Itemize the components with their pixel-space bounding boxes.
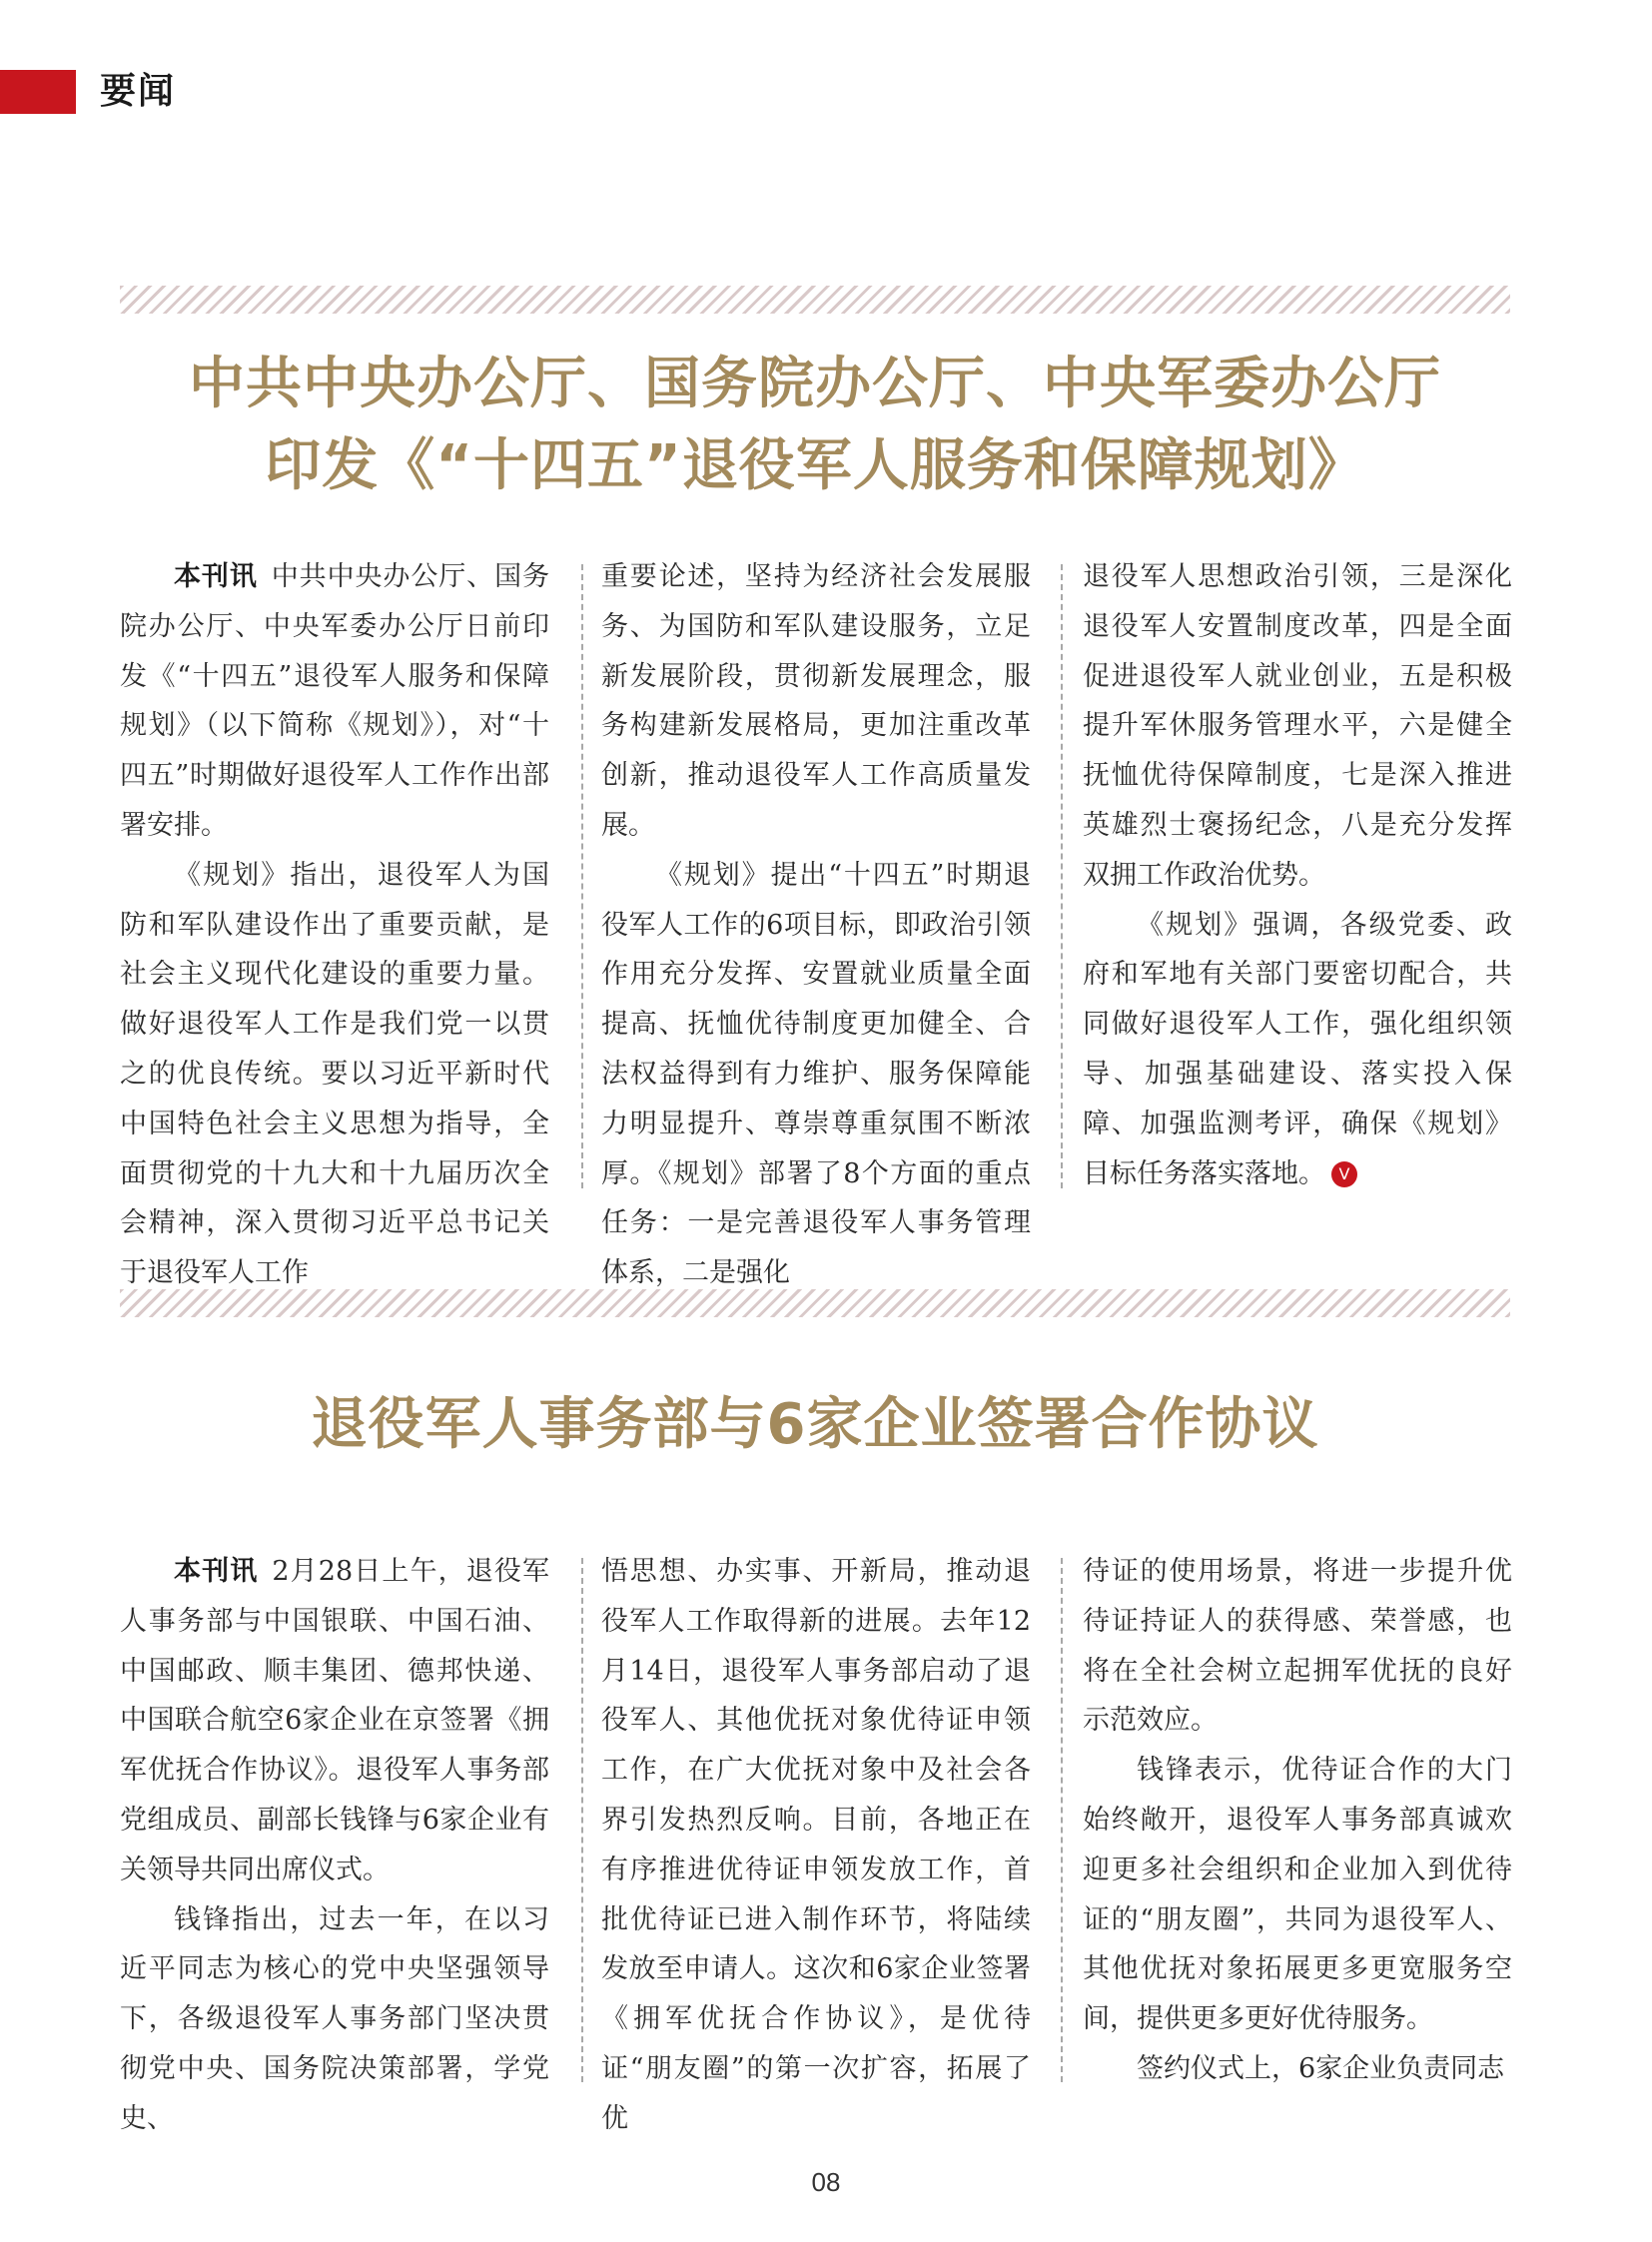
article1-column-1	[120, 552, 549, 1298]
article2-title: 退役军人事务部与6家企业签署合作协议	[311, 1392, 1319, 1457]
article2-paragraph: 钱锋指出，过去一年，在以习近平同志为核心的党中央坚强领导下，各级退役军人事务部门坚决贯彻党中央、国务院决策部署，学党史、	[120, 1903, 549, 2134]
page-number: 08	[811, 2167, 841, 2197]
article1-paragraph-text: 《规划》强调，各级党委、政府和军地有关部门要密切配合，共同做好退役军人工作，强化组织领导、加强基础建设、落实投入保障、加强监测考评，确保《规划》目标任务落实落地。	[1083, 909, 1512, 1189]
article2-paragraph: 悟思想、办实事、开新局，推动退役军人工作取得新的进展。去年12月14日，退役军人事务部启动了退役军人、其他优抚对象优待证申领工作，在广大优抚对象中及社会各界引发热烈反响。目前，各地正在有序推进优待证申领发放工作，首批优待证已进入制作环节，将陆续发放至申请人。这次和6家企业签署《拥军优抚合作协议》，是优待证“朋友圈”的第一次扩容，拓展了优	[601, 1556, 1031, 2134]
article1-paragraph: 重要论述，坚持为经济社会发展服务、为国防和军队建设服务，立足新发展阶段，贯彻新发展理念，服务构建新发展格局，更加注重改革创新，推动退役军人工作高质量发展。	[601, 561, 1031, 841]
hatch-divider-top	[120, 286, 1510, 314]
article2-paragraph	[120, 1547, 549, 1895]
article2-column-1	[120, 1547, 549, 2144]
article2-column-3	[1083, 1547, 1512, 2094]
article1-paragraph: 退役军人思想政治引领，三是深化退役军人安置制度改革，四是全面促进退役军人就业创业，五是积极提升军休服务管理水平，六是健全抚恤优待保障制度，七是深入推进英雄烈士褒扬纪念，八是充分发挥双拥工作政治优势。	[1083, 561, 1512, 891]
article2-paragraph: 钱锋表示，优待证合作的大门始终敞开，退役军人事务部真诚欢迎更多社会组织和企业加入到优待证的“朋友圈”，共同为退役军人、其他优抚对象拓展更多更宽服务空间，提供更多更好优待服务。	[1083, 1755, 1512, 2035]
article1-column-2	[601, 552, 1031, 1298]
article1-paragraph	[1083, 901, 1512, 1199]
column-rule	[1061, 1558, 1063, 2082]
article2-lead: 本刊讯	[174, 1556, 259, 1587]
article1-title-line2: 印发《“十四五”退役军人服务和保障规划》	[265, 433, 1365, 498]
section-label: 要闻	[100, 71, 177, 112]
section-color-bar	[0, 70, 76, 114]
hatch-divider-middle	[120, 1289, 1510, 1317]
article1-lead: 本刊讯	[174, 561, 258, 592]
article2-paragraph: 待证的使用场景，将进一步提升优待证持证人的获得感、荣誉感，也将在全社会树立起拥军优抚的良好示范效应。	[1083, 1556, 1512, 1737]
column-rule	[1061, 564, 1063, 1188]
column-rule	[581, 1558, 583, 2082]
article2-column-2	[601, 1547, 1031, 2144]
article1-column-3	[1083, 552, 1512, 1198]
end-of-article-icon: V	[1331, 1161, 1357, 1187]
column-rule	[581, 564, 583, 1188]
article1-paragraph	[120, 552, 549, 851]
article1-paragraph-text: 中共中央办公厅、国务院办公厅、中央军委办公厅日前印发《“十四五”退役军人服务和保障规划》（以下简称《规划》），对“十四五”时期做好退役军人工作作出部署安排。	[120, 561, 549, 841]
article2-paragraph: 签约仪式上，6家企业负责同志	[1137, 2052, 1505, 2084]
article1-paragraph: 《规划》指出，退役军人为国防和军队建设作出了重要贡献，是社会主义现代化建设的重要力量。做好退役军人工作是我们党一以贯之的优良传统。要以习近平新时代中国特色社会主义思想为指导，全面贯彻党的十九大和十九届历次全会精神，深入贯彻习近平总书记关于退役军人工作	[120, 859, 549, 1289]
article1-title-line1: 中共中央办公厅、国务院办公厅、中央军委办公厅	[189, 352, 1441, 416]
article1-paragraph: 《规划》提出“十四五”时期退役军人工作的6项目标，即政治引领作用充分发挥、安置就业质量全面提高、抚恤优待制度更加健全、合法权益得到有力维护、服务保障能力明显提升、尊崇尊重氛围不断浓厚。《规划》部署了8个方面的重点任务：一是完善退役军人事务管理体系，二是强化	[601, 859, 1031, 1289]
article2-paragraph-text: 2月28日上午，退役军人事务部与中国银联、中国石油、中国邮政、顺丰集团、德邦快递、中国联合航空6家企业在京签署《拥军优抚合作协议》。退役军人事务部党组成员、副部长钱锋与6家企业有关领导共同出席仪式。	[120, 1556, 549, 1885]
